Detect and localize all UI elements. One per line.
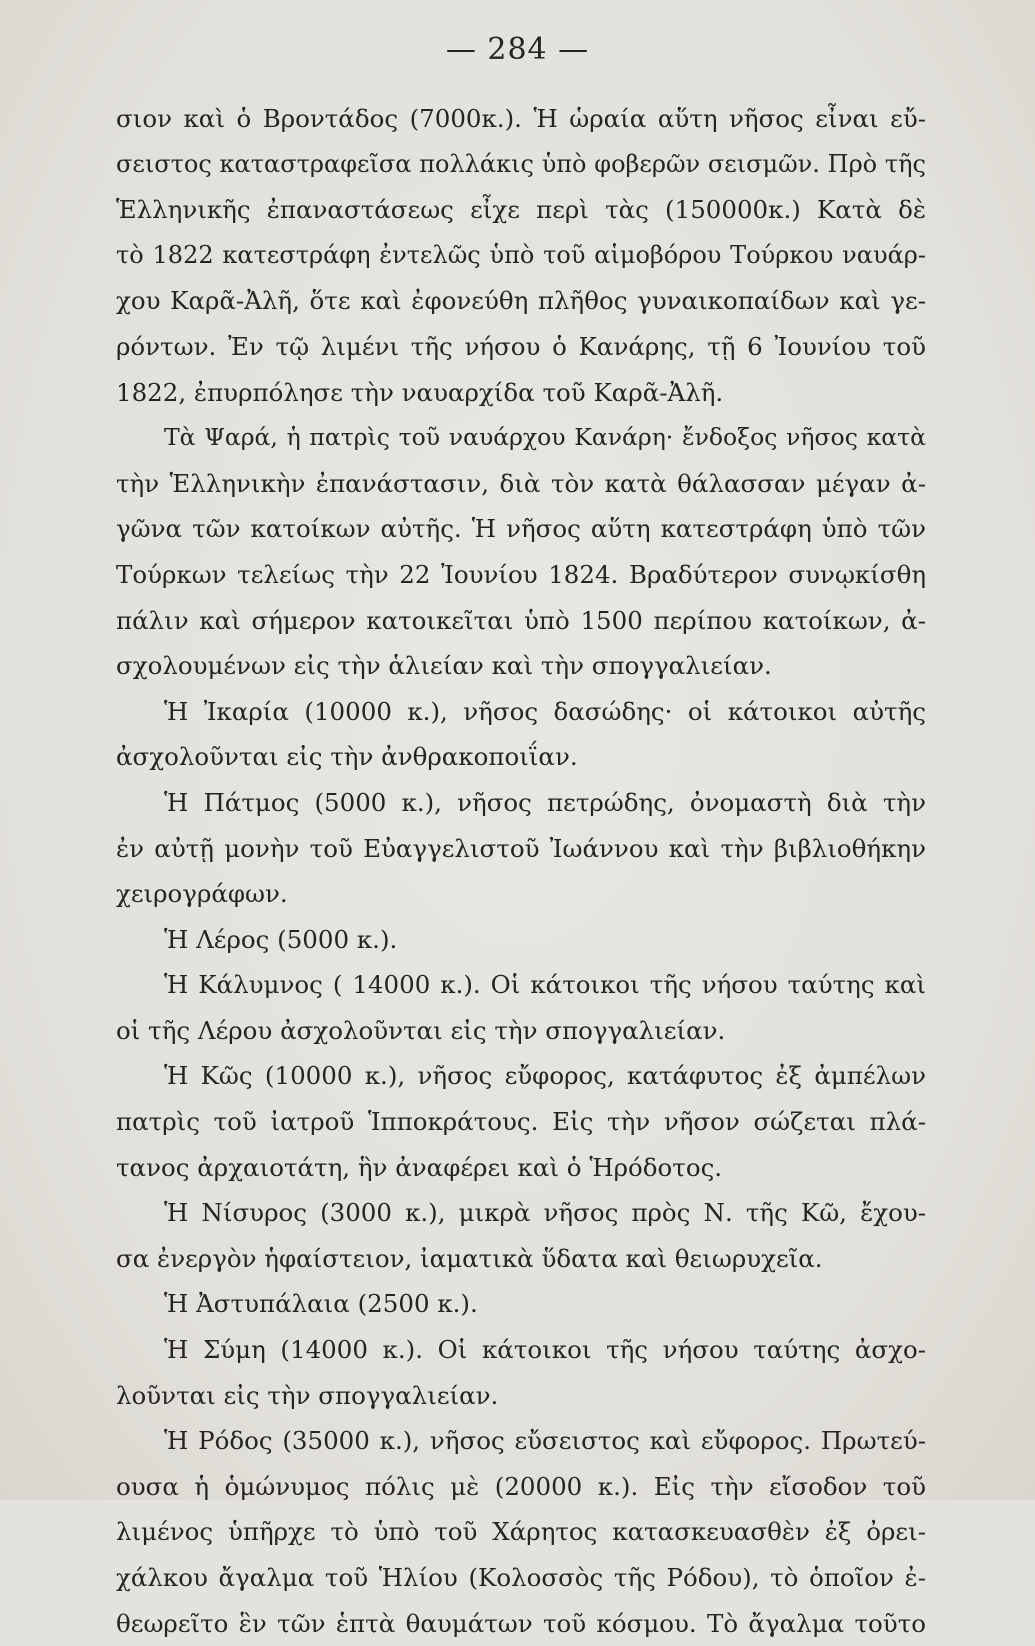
text-line: οἱ τῆς Λέρου ἀσχολοῦνται εἰς τὴν σπογγαλιείαν. [116,1015,726,1045]
text-line: σειστος καταστραφεῖσα πολλάκις ὑπὸ φοβερῶν σεισμῶν. Πρὸ τῆς [116,149,926,178]
text-line: Ἡ Σύμη (14000 κ.). Οἱ κάτοικοι τῆς νήσου ταύτης ἀσχο- [164,1335,926,1365]
paragraph [116,1190,926,1281]
paragraph [116,1418,926,1646]
text-line: Ἑλληνικῆς ἐπαναστάσεως εἶχε περὶ τὰς (150000κ.) Κατὰ δὲ [116,195,926,225]
text-line: σα ἐνεργὸν ἡφαίστειον, ἰαματικὰ ὕδατα καὶ θειωρυχεῖα. [116,1243,823,1273]
text-line: χειρογράφων. [116,879,288,909]
text-line: πάλιν καὶ σήμερον κατοικεῖται ὑπὸ 1500 περίπου κατοίκων, ἀ- [116,605,926,635]
text-line: Ἡ Πάτμος (5000 κ.), νῆσος πετρώδης, ὀνομαστὴ διὰ τὴν [164,787,926,817]
paragraph [116,962,926,1053]
text-line: τὴν Ἑλληνικὴν ἐπανάστασιν, διὰ τὸν κατὰ θάλασσαν μέγαν ἀ- [116,468,926,498]
text-line: χάλκου ἄγαλμα τοῦ Ἡλίου (Κολοσσὸς τῆς Ρόδου), τὸ ὁποῖον ἐ- [116,1563,926,1592]
text-line: θεωρεῖτο ἓν τῶν ἑπτὰ θαυμάτων τοῦ κόσμου. Τὸ ἄγαλμα τοῦτο [116,1608,926,1638]
text-line: 1822, ἐπυρπόλησε τὴν ναυαρχίδα τοῦ Καρᾶ-Ἀλῆ. [116,377,724,407]
page-text [116,96,926,1646]
paragraph [116,1281,926,1327]
text-line: Ἡ Λέρος (5000 κ.). [164,924,398,954]
paragraph [116,1327,926,1418]
text-line: χου Καρᾶ-Ἀλῆ, ὅτε καὶ ἐφονεύθη πλῆθος γυναικοπαίδων καὶ γε- [116,286,926,316]
text-line: Τούρκων τελείως τὴν 22 Ἰουνίου 1824. Βραδύτερον συνῳκίσθη [116,559,926,589]
page-number: — 284 — [445,32,590,67]
text-line: Ἡ Νίσυρος (3000 κ.), μικρὰ νῆσος πρὸς Ν. τῆς Κῶ, ἔχου- [164,1198,926,1228]
paragraph [116,780,926,917]
text-line: Ἡ Ἀστυπάλαια (2500 κ.). [164,1289,478,1319]
text-line: σιον καὶ ὁ Βροντάδος (7000κ.). Ἡ ὡραία αὕτη νῆσος εἶναι εὔ- [116,104,926,133]
text-line: Ἡ Ἰκαρία (10000 κ.), νῆσος δασώδης· οἱ κάτοικοι αὐτῆς [164,696,926,726]
text-line: τανος ἀρχαιοτάτη, ἣν ἀναφέρει καὶ ὁ Ἡρόδοτος. [116,1152,723,1182]
text-line: ἀσχολοῦνται εἰς τὴν ἀνθρακοποιΐαν. [116,742,578,772]
text-line: ἐν αὐτῇ μονὴν τοῦ Εὐαγγελιστοῦ Ἰωάννου καὶ τὴν βιβλιοθήκην [116,833,926,863]
text-line: Ἡ Ρόδος (35000 κ.), νῆσος εὔσειστος καὶ εὔφορος. Πρωτεύ- [164,1426,926,1456]
paragraph [116,415,926,689]
text-line: τὸ 1822 κατεστράφη ἐντελῶς ὑπὸ τοῦ αἱμοβόρου Τούρκου ναυάρ- [116,240,926,269]
text-line: πατρὶς τοῦ ἰατροῦ Ἱπποκράτους. Εἰς τὴν νῆσον σώζεται πλά- [116,1107,926,1137]
text-line: λοῦνται εἰς τὴν σπογγαλιείαν. [116,1380,499,1410]
paragraph [116,96,926,415]
text-line: Τὰ Ψαρά, ἡ πατρὶς τοῦ ναυάρχου Κανάρη· ἔνδοξος νῆσος κατὰ [164,423,926,452]
text-line: λιμένος ὑπῆρχε τὸ ὑπὸ τοῦ Χάρητος κατασκευασθὲν ἐξ ὀρει- [116,1517,926,1547]
paragraph [116,689,926,780]
paragraph [116,917,926,963]
text-line: γῶνα τῶν κατοίκων αὐτῆς. Ἡ νῆσος αὕτη κατεστράφη ὑπὸ τῶν [116,514,926,544]
text-line: ρόντων. Ἐν τῷ λιμένι τῆς νήσου ὁ Κανάρης, τῇ 6 Ἰουνίου τοῦ [116,331,926,361]
text-line: σχολουμένων εἰς τὴν ἁλιείαν καὶ τὴν σπογγαλιείαν. [116,651,772,681]
paragraph [116,1053,926,1190]
text-line: ουσα ἡ ὁμώνυμος πόλις μὲ (20000 κ.). Εἰς τὴν εἴσοδον τοῦ [116,1471,926,1501]
text-line: Ἡ Κάλυμνος ( 14000 κ.). Οἱ κάτοικοι τῆς νήσου ταύτης καὶ [164,970,926,1000]
text-line: Ἡ Κῶς (10000 κ.), νῆσος εὔφορος, κατάφυτος ἐξ ἀμπέλων [164,1061,926,1091]
